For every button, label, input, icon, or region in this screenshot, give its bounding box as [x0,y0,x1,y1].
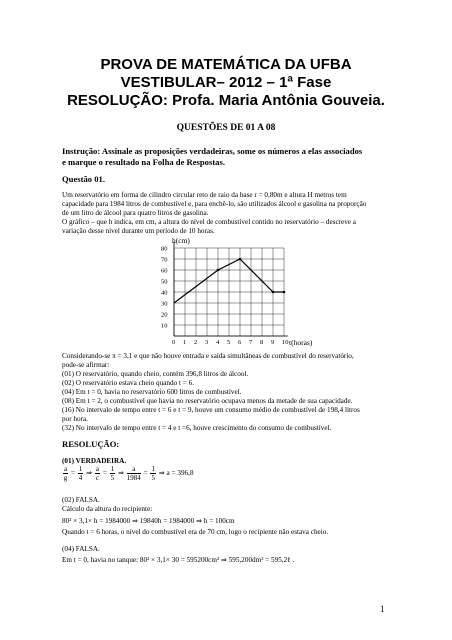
y-tick-label: 50 [161,278,168,286]
question-text-line: O gráfico – que h indica, em cm, a altura do nível de combustível contido no reservatório – descreve a [62,218,356,226]
question-heading: Questão 01. [62,174,105,184]
x-tick-label: 5 [227,339,231,346]
y-tick-label: 40 [161,289,168,297]
statement-line: (16) No intervalo de tempo entre t = 6 e t = 9, houve um consumo médio de combustível de 198,4 litros [62,406,360,414]
r02-line: 80² × 3,1× h = 1984000 ⇒ 19840h = 1984000 ⇒ h = 100cm [62,517,235,525]
chart-x-axis-label: t(horas) [289,338,313,347]
level-chart [150,234,330,350]
title-line-1: PROVA DE MATEMÁTICA DA UFBA [100,56,352,73]
section-heading: QUESTÕES DE 01 A 08 [176,123,276,133]
x-tick-label: 1 [183,339,187,346]
r02-line: Quando t = 6 horas, o nível do combustível era de 70 cm, logo o recipiente não estava cheio. [62,528,329,536]
data-point [283,291,286,294]
y-tick-label: 80 [161,245,168,253]
chart-y-axis-label: h(cm) [172,236,190,245]
instruction-line-2: e marque o resultado na Folha de Respostas. [62,157,225,167]
statement-line: Considerando-se π = 3,1 e que não houve entrada e saída simultâneas de combustível do reservatório, [62,352,354,360]
question-text-line: Um reservatório em forma de cilindro circular reto de raio da base r = 0,80m e altura H metros tem [62,191,347,199]
statement-line: (02) O reservatório estava cheio quando t = 6. [62,379,194,387]
y-tick-label: 20 [161,311,168,319]
question-text-line: capacidade para 1984 litros de combustível e, para enchê-lo, são utilizados álcool e gasolina na proporção [62,200,367,208]
x-tick-label: 0 [172,339,176,346]
y-tick-label: 70 [161,256,168,264]
title-line-3: RESOLUÇÃO: Profa. Maria Antônia Gouveia. [67,92,385,109]
statement-line: (04) Em t = 0, havia no reservatório 600 litros de combustível. [62,388,242,396]
r01-equation: $\frac{a}{g}$ = $\frac{1}{4}$ ⇒ $\frac{a}{c}$ = $\frac{1}{5}$ ⇒ $\frac{a}{1984}$ = $\frac{1}{5}$ ⇒ a = 396,8 [63,465,194,482]
x-tick-label: 9 [271,339,275,346]
x-tick-label: 8 [260,339,264,346]
data-point [217,269,220,272]
title-line-2: VESTIBULAR– 2012 – 1ª Fase [120,74,332,91]
y-tick-label: 60 [161,267,168,275]
chart-axes [174,242,288,336]
statement-line: pode-se afirmar: [62,361,110,369]
x-tick-label: 7 [249,339,253,346]
page-number: 1 [380,604,385,614]
x-tick-label: 10 [282,339,289,346]
r04-label: (04) FALSA. [62,545,100,553]
chart-series [174,258,285,303]
statement-line: por hora. [62,415,88,423]
x-tick-label: 2 [194,339,198,346]
r02-label: (02) FALSA. [62,496,100,504]
r01-label: (01) VERDADEIRA. [62,457,127,465]
chart-ticks [161,246,289,347]
x-tick-label: 4 [216,339,220,346]
fraction: $\frac{a}{g}$ [63,465,68,482]
instruction-line-1: Instrução: Assinale as proposições verdadeiras, some os números a elas associados [62,146,363,156]
fraction: $\frac{a}{1984}$ [126,465,141,482]
chart-grid [174,248,284,336]
x-tick-label: 3 [205,339,209,346]
statement-line: (08) Em t = 2, o combustível que havia no reservatório ocupava menos da metade de sua capacidade. [62,397,353,405]
question-text-line: de um litro de álcool para quatro litros de gasolina. [62,209,209,217]
r04-line: Em t = 0, havia no tanque: 80² × 3,1× 30 = 595200cm³ ⇒ 595,200dm³ = 595,2ℓ . [62,556,295,564]
fraction: $\frac{1}{5}$ [151,465,155,482]
data-point [239,258,242,261]
resolution-heading: RESOLUÇÃO: [62,439,120,449]
fraction: $\frac{1}{4}$ [78,465,83,482]
fraction: $\frac{1}{5}$ [110,465,115,482]
statement-line: (01) O reservatório, quando cheio, contém 396,8 litros de álcool. [62,370,249,378]
x-tick-label: 6 [238,339,242,346]
data-point [272,291,275,294]
y-tick-label: 30 [161,300,168,308]
y-tick-label: 10 [161,322,168,330]
r02-line: Cálculo da altura do recipiente: [62,505,153,513]
statement-line: (32) No intervalo de tempo entre t = 4 e t =6, houve crescimento do consumo de combustível. [62,424,332,432]
question-text-line: variação desse nível durante um período de 10 horas. [62,227,215,235]
fraction: $\frac{a}{c}$ [95,465,99,482]
